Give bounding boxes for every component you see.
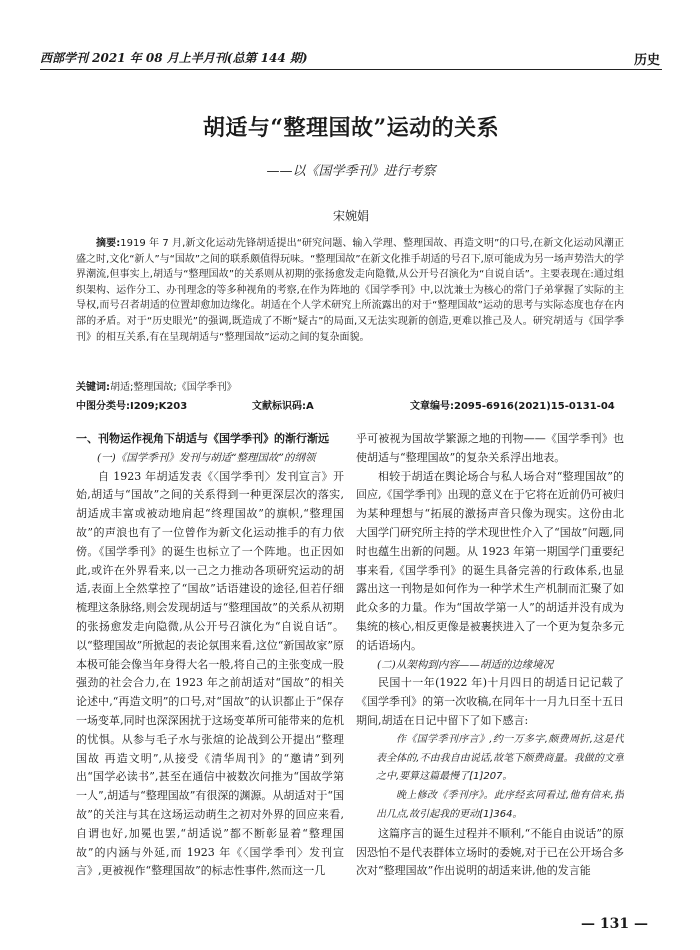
body-paragraph: 这篇序言的诞生过程并不顺利,“不能自由说话”的原因恐怕不是代表群体立场时的委婉,对于已在公开场合多次对“整理国故”作出说明的胡适来讲,他的发言能: [356, 826, 624, 878]
keywords: [76, 378, 237, 393]
body-paragraph: 自 1923 年胡适发表《〈国学季刊〉发刊宣言》开始,胡适与“国故”之间的关系得到一种更深层次的落实,胡适成丰富或被动地肩起“终理国故”的旗帜,“整理国故”的声浪也有了一位曾作为新文化运动推手的有力依傍。《国学季刊》的诞生也标立了一个阵地。也正因如此,或许在外界看来,以一己之力推动各项研究运动的胡适,表面上全然掌控了“国故”话语建设的途径,但若仔细梳理这条脉络,则会发现胡适与“整理国故”的关系从初期的张扬愈发走向隐微,从公开号召演化为“自说自话”。以“整理国故”所掀起的表论氛围来看,这位“新国故家”原本极可能会像当年身得大名一般,将自己的主张变成一股强劲的社会合力,在 1923 年之前胡适对“国故”的相关论述中,“再造文明”的口号,对“国故”的认识都止于“保存一场变革,同时也深深困扰于这场变革所可能带来的危机的忧惧。从参与毛子水与张煊的论战到公开提出“整理国故 再造文明”,从接受《清华周刊》的“邀请”到列出“国学必读书”,甚至在通信中被数次问推为“国故学第一人”,胡适与“整理国故”有很深的渊源。从胡适对于“国故”的关注与其在这场运动萌生之初对外界的回应来看,自谓也好,加冕也罢,“胡适说”都不断彰显着“整理国故”的内涵与外延,而 1923 年《〈国学季刊〉发刊宣言》,更被视作“整理国故”的标志性事件,然而这一几: [76, 469, 344, 878]
keywords-text: 胡适;整理国故;《国学季刊》: [110, 382, 237, 393]
document-code: 文献标识码:A: [252, 401, 314, 412]
subsection-heading: (一)《国学季刊》发刊与胡适“整理国故”的纲领: [97, 451, 316, 464]
abstract-label: 摘要:: [96, 238, 121, 249]
article-subtitle: ——以《国学季刊》进行考察: [266, 164, 436, 179]
subsection-heading: (二)从架构到内容——胡适的边缘境况: [377, 658, 554, 671]
abstract: [76, 236, 624, 345]
classification-line: [76, 397, 624, 411]
body-paragraph: 乎可被视为国故学繁源之地的刊物——《国学季刊》也使胡适与“整理国故”的复杂关系浮出地表。: [356, 432, 624, 464]
keywords-label: 关键词:: [76, 382, 110, 393]
section-label: 历史: [633, 53, 660, 68]
diary-quote: 作《国学季刊序言》,约一万多字,颇费周折,这是代表全体的,不由我自由说话,故笔下颇费商量。我做的文章之中,要算这篇最慢了[1]207。: [376, 733, 624, 783]
diary-quote: 晚上修改《季刊序》。此序经玄同看过,他有信来,指出几点,故引起我的更动[1]364。: [376, 790, 624, 820]
author-name: 宋婉娟: [332, 209, 369, 223]
page-number: — 131 —: [581, 916, 648, 932]
journal-info: 西部学刊 2021 年 08 月上半月刊(总第 144 期): [40, 51, 308, 65]
header-rule: [40, 69, 662, 70]
clc-number: 中图分类号:I209;K203: [76, 401, 188, 412]
body-paragraph: 民国十一年(1922 年)十月四日的胡适日记记载了《国学季刊》的第一次收稿,在同年十一月九日至十五日期间,胡适在日记中留下了如下感言:: [356, 676, 624, 727]
article-number: 文章编号:2095-6916(2021)15-0131-04: [410, 401, 615, 412]
body-column-left: [76, 430, 344, 910]
body-column-right: [356, 430, 624, 910]
section-heading: 一、刊物运作视角下胡适与《国学季刊》的渐行渐远: [76, 432, 329, 445]
abstract-text: 1919 年 7 月,新文化运动先锋胡适提出“研究问题、输入学理、整理国故、再造文明”的口号,在新文化运动风潮正盛之时,文化“新人”与“国故”之间的联系颇值得玩味。“整理国故”在新文化推手胡适的号召下,原可能成为另一场声势浩大的学界潮流,但事实上,胡适与“整理国故”的关系则从初期的张扬愈发走向隐微,从公开号召演化为“自说自话”。主要表现在:通过组织架构、运作分工、办刊理念的等多种视角的考察,在作为阵地的《国学季刊》中,以沈兼士为核心的常门子弟掌握了实际的主导权,而号召者胡适的位置却愈加边缘化。胡适在个人学术研究上所流露出的对于“整理国故”运动的思考与实际态度也存在内部的矛盾。对于“历史眼光”的强调,既造成了不断“疑古”的局面,又无法实现新的创造,更难以推己及人。研究胡适与《国学季刊》的相互关系,有在呈现胡适与“整理国故”运动之间的复杂面貌。: [76, 238, 624, 343]
article-title: 胡适与“整理国故”运动的关系: [202, 115, 500, 141]
body-paragraph: 相较于胡适在舆论场合与私人场合对“整理国故”的回应,《国学季刊》出现的意义在于它将在近前仍可被归为某种理想与“拓展的激扬声音只像为现实。这份由北大国学门研究所主持的学术现世性介入了“国故”问题,同时也蕴生出新的问题。从 1923 年第一期国学门重要纪事来看,《国学季刊》的诞生具备完善的行政体系,也显露出这一刊物是如何作为一种学术生产机制而汇聚了如此众多的力量。作为“国故学第一人”的胡适并没有成为集统的核心,相反更像是被裹挟进入了一个更为复杂多元的话语场内。: [356, 469, 624, 652]
